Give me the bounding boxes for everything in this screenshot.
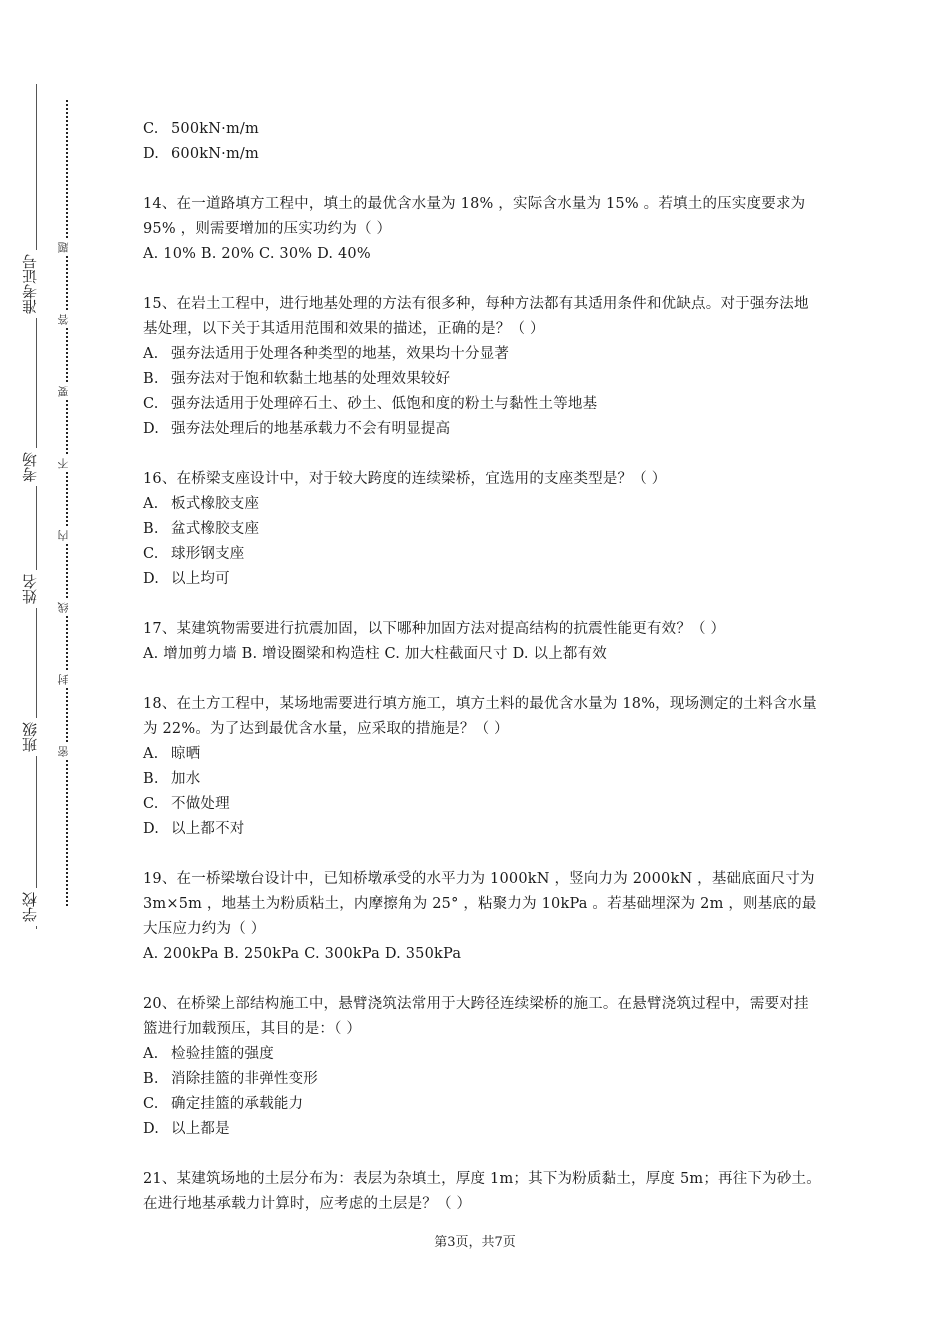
- option-b: B. 消除挂篮的非弹性变形: [143, 1071, 318, 1087]
- question-options-inline: A. 10% B. 20% C. 30% D. 40%: [143, 246, 371, 262]
- question-17: [143, 617, 823, 667]
- question-stem: 19、在一桥梁墩台设计中，已知桥墩承受的水平力为 1000kN ，竖向力为 2000kN ，基础底面尺寸为 3m×5m ，地基土为粉质粘土，内摩擦角为 25° ，粘聚力为 10kPa 。若基础埋深为 2m ，则基底的最大压应力约为（ ）: [143, 871, 817, 937]
- option-b: B. 强夯法对于饱和软黏土地基的处理效果较好: [143, 371, 451, 387]
- option-a: A. 晾晒: [143, 746, 201, 762]
- question-15: [143, 292, 823, 442]
- option-d: D. 600kN·m/m: [143, 146, 259, 162]
- option-c: C. 不做处理: [143, 796, 230, 812]
- question-stem: 20、在桥梁上部结构施工中，悬臂浇筑法常用于大跨径连续梁桥的施工。在悬臂浇筑过程中，需要对挂篮进行加载预压，其目的是：（ ）: [143, 996, 809, 1037]
- binding-solid-line: [36, 84, 37, 929]
- exam-content: [143, 117, 823, 1242]
- question-20: [143, 992, 823, 1142]
- option-c: C. 500kN·m/m: [143, 121, 259, 137]
- seal-char: 密: [58, 744, 76, 759]
- field-label-exam-room: 考场: [22, 448, 50, 486]
- seal-char: 答: [58, 312, 76, 327]
- seal-char: 内: [58, 528, 76, 543]
- question-19: [143, 867, 823, 967]
- field-label-admission-no: 准考证号: [22, 250, 50, 318]
- question-stem: 21、某建筑场地的土层分布为：表层为杂填土，厚度 1m；其下为粉质黏土，厚度 5m；再往下为砂土。在进行地基承载力计算时，应考虑的土层是？（ ）: [143, 1171, 821, 1212]
- option-a: A. 检验挂篮的强度: [143, 1046, 274, 1062]
- field-label-class: 班级: [22, 718, 50, 756]
- option-a: A. 板式橡胶支座: [143, 496, 260, 512]
- option-b: B. 盆式橡胶支座: [143, 521, 260, 537]
- binding-margin: [0, 0, 110, 1344]
- option-d: D. 以上都是: [143, 1121, 230, 1137]
- carry-over-options: [143, 117, 823, 167]
- field-label-name: 姓名: [22, 570, 50, 608]
- question-stem: 14、在一道路填方工程中，填土的最优含水量为 18% ，实际含水量为 15% 。若填土的压实度要求为 95% ，则需要增加的压实功约为（ ）: [143, 196, 806, 237]
- option-c: C. 强夯法适用于处理碎石土、砂土、低饱和度的粉土与黏性土等地基: [143, 396, 598, 412]
- question-stem: 15、在岩土工程中，进行地基处理的方法有很多种，每种方法都有其适用条件和优缺点。对于强夯法地基处理，以下关于其适用范围和效果的描述，正确的是？（ ）: [143, 296, 809, 337]
- question-stem: 16、在桥梁支座设计中，对于较大跨度的连续梁桥，宜选用的支座类型是？（ ）: [143, 471, 667, 487]
- seal-char: 题: [58, 240, 76, 255]
- seal-char: 封: [58, 672, 76, 687]
- field-label-school: 学校: [22, 888, 50, 926]
- option-c: C. 确定挂篮的承载能力: [143, 1096, 304, 1112]
- question-18: [143, 692, 823, 842]
- seal-char: 要: [58, 384, 76, 399]
- seal-char: 不: [58, 456, 76, 471]
- question-options-inline: A. 增加剪力墙 B. 增设圈梁和构造柱 C. 加大柱截面尺寸 D. 以上都有效: [143, 646, 608, 662]
- question-16: [143, 467, 823, 592]
- question-stem: 17、某建筑物需要进行抗震加固，以下哪种加固方法对提高结构的抗震性能更有效？（ ）: [143, 621, 726, 637]
- question-options-inline: A. 200kPa B. 250kPa C. 300kPa D. 350kPa: [143, 946, 462, 962]
- seal-dotted-line: [66, 100, 68, 906]
- option-d: D. 以上均可: [143, 571, 230, 587]
- option-d: D. 以上都不对: [143, 821, 245, 837]
- question-21: [143, 1167, 823, 1217]
- question-stem: 18、在土方工程中，某场地需要进行填方施工，填方土料的最优含水量为 18%，现场测定的土料含水量为 22%。为了达到最优含水量，应采取的措施是？（ ）: [143, 696, 817, 737]
- question-14: [143, 192, 823, 267]
- option-a: A. 强夯法适用于处理各种类型的地基，效果均十分显著: [143, 346, 510, 362]
- option-d: D. 强夯法处理后的地基承载力不会有明显提高: [143, 421, 451, 437]
- page-number: 第3页，共7页: [434, 1235, 516, 1250]
- option-b: B. 加水: [143, 771, 201, 787]
- option-c: C. 球形钢支座: [143, 546, 245, 562]
- seal-char: 线: [58, 600, 76, 615]
